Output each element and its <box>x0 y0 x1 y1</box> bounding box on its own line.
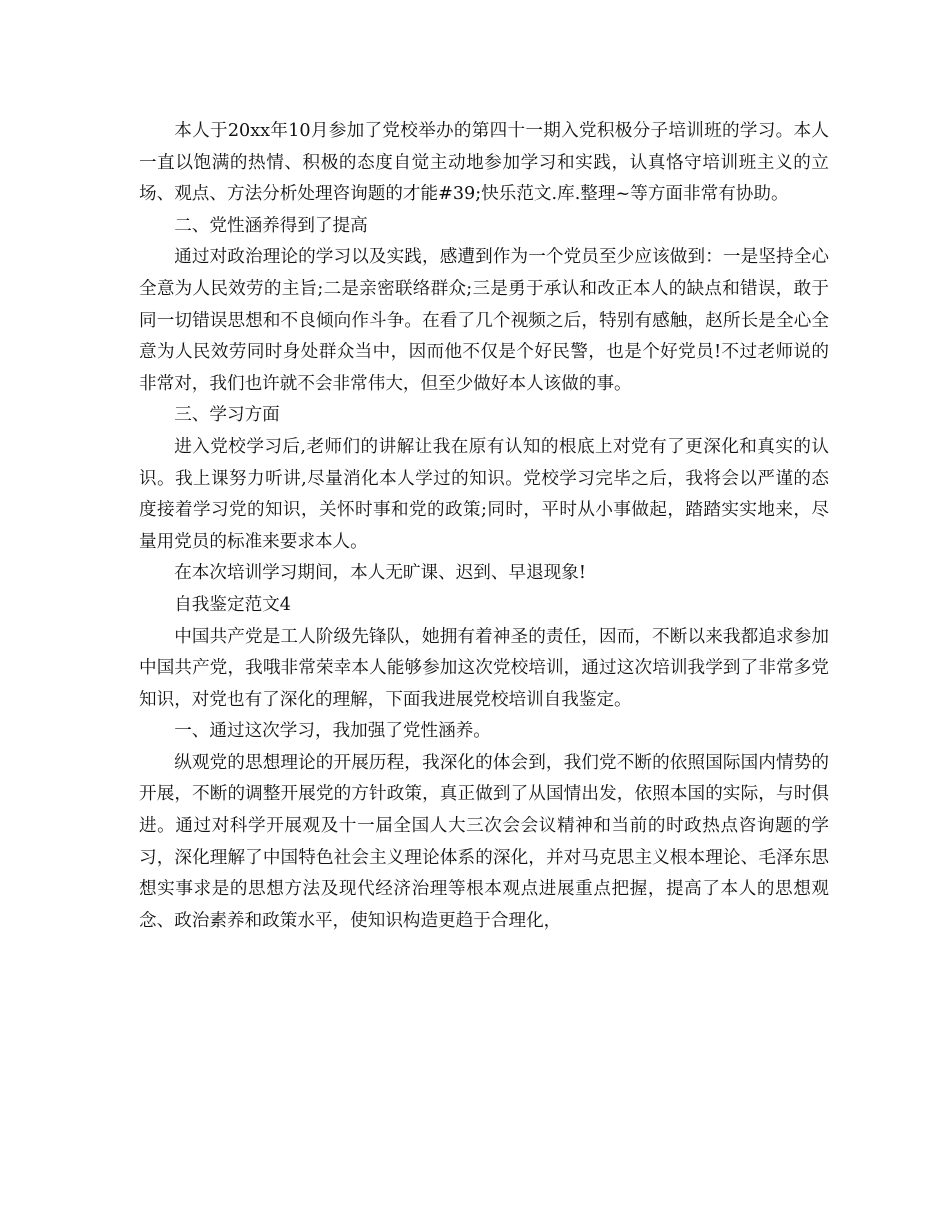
paragraph-theory-history: 纵观党的思想理论的开展历程，我深化的体会到，我们党不断的依照国际国内情势的开展，不断的调整开展党的方针政策，真正做到了从国情出发，依照本国的实际，与时俱进。通过对科学开展观及十一届全国人大三次会会议精神和当前的时政热点咨询题的学习，深化理解了中国特色社会主义理论体系的深化，并对马克思主义根本理论、毛泽东思想实事求是的思想方法及现代经济治理等根本观点进展重点把握，提高了本人的思想观念、政治素养和政策水平，使知识构造更趋于合理化， <box>139 752 829 931</box>
paragraph-intro: 本人于20xx年10月参加了党校举办的第四十一期入党积极分子培训班的学习。本人一直以饱满的热情、积极的态度自觉主动地参加学习和实践，认真恪守培训班主义的立场、观点、方法分析处理咨询题的才能#39;快乐范文.库.整理~等方面非常有协助。 <box>139 121 829 205</box>
section-heading-study: 三、学习方面 <box>174 405 280 426</box>
paragraph-political-theory: 通过对政治理论的学习以及实践，感遭到作为一个党员至少应该做到：一是坚持全心全意为人民效劳的主旨;二是亲密联络群众;三是勇于承认和改正本人的缺点和错误，敢于同一切错误思想和不良倾向作斗争。在看了几个视频之后，特别有感触，赵所长是全心全意为人民效劳同时身处群众当中，因而他不仅是个好民警，也是个好党员!不过老师说的非常对，我们也许就不会非常伟大，但至少做好本人该做的事。 <box>139 247 829 394</box>
paragraph-study: 进入党校学习后,老师们的讲解让我在原有认知的根底上对党有了更深化和真实的认识。我上课努力听讲,尽量消化本人学过的知识。党校学习完毕之后，我将会以严谨的态度接着学习党的知识，关怀时事和党的政策;同时，平时从小事做起，踏踏实实地来，尽量用党员的标准来要求本人。 <box>139 436 829 552</box>
paragraph-cpc-intro: 中国共产党是工人阶级先锋队，她拥有着神圣的责任，因而，不断以来我都追求参加中国共产党，我哦非常荣幸本人能够参加这次党校培训，通过这次培训我学到了非常多党知识，对党也有了深化的理解，下面我进展党校培训自我鉴定。 <box>139 626 829 710</box>
section-heading-strengthen: 一、通过这次学习，我加强了党性涵养。 <box>174 721 491 742</box>
section-heading-party-spirit: 二、党性涵养得到了提高 <box>174 215 368 236</box>
example-title: 自我鉴定范文4 <box>174 594 291 615</box>
paragraph-attendance: 在本次培训学习期间，本人无旷课、迟到、早退现象! <box>174 563 586 584</box>
document-body <box>139 116 829 937</box>
